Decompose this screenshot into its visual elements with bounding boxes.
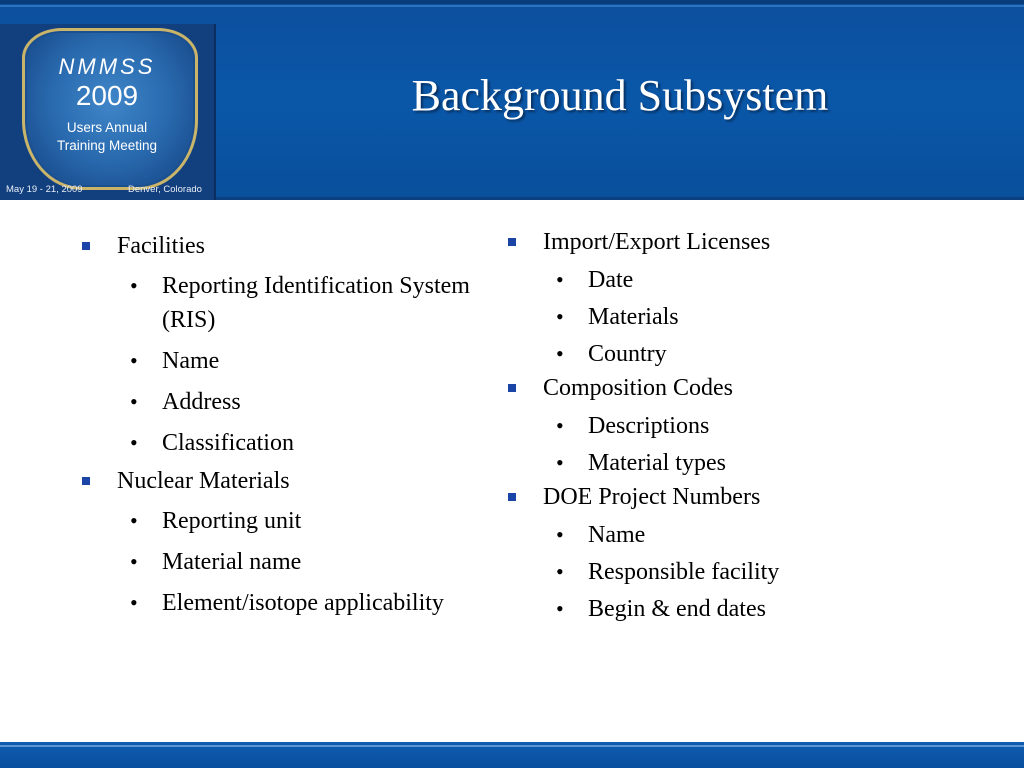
bullet-level-2 (504, 446, 924, 480)
square-bullet-icon (508, 384, 516, 392)
bullet-text: Country (588, 341, 667, 367)
square-bullet-icon (508, 493, 516, 501)
right-section-composition-codes (504, 374, 924, 480)
bullet-text: Element/isotope applicability (162, 590, 444, 616)
right-bullet-column (504, 228, 924, 629)
bullet-text: Name (162, 348, 220, 374)
bullet-level-2 (504, 300, 924, 334)
bullet-heading: Nuclear Materials (117, 468, 290, 494)
bullet-text: Material name (162, 549, 302, 575)
square-bullet-icon (82, 242, 90, 250)
bullet-level-2 (504, 337, 924, 371)
bullet-level-2 (504, 263, 924, 297)
dot-bullet-icon: • (556, 559, 564, 584)
bullet-level-2 (78, 269, 478, 337)
dot-bullet-icon: • (556, 522, 564, 547)
square-bullet-icon (82, 477, 90, 485)
bullet-level-2 (78, 545, 478, 579)
bullet-level-2 (78, 426, 478, 460)
dot-bullet-icon: • (556, 596, 564, 621)
bullet-text: Name (588, 522, 646, 548)
bullet-level-2 (504, 518, 924, 552)
right-section-import-export (504, 228, 924, 371)
dot-bullet-icon: • (130, 348, 138, 373)
left-section-facilities (78, 232, 478, 460)
bullet-text: Descriptions (588, 413, 710, 439)
bullet-text: Materials (588, 304, 679, 330)
bullet-level-2 (504, 592, 924, 626)
bullet-text: Reporting unit (162, 508, 302, 534)
logo-line-2: Training Meeting (56, 138, 158, 153)
bullet-text: Classification (162, 430, 294, 456)
dot-bullet-icon: • (130, 430, 138, 455)
bullet-heading: DOE Project Numbers (543, 484, 761, 510)
bullet-text: Reporting Identification System (RIS) (162, 273, 470, 333)
header-band (0, 0, 1024, 200)
bullet-level-2 (78, 504, 478, 538)
bullet-heading: Import/Export Licenses (543, 229, 771, 255)
logo-year: 2009 (75, 80, 139, 111)
bullet-level-1 (504, 483, 924, 512)
dot-bullet-icon: • (130, 273, 138, 298)
header-top-rule (0, 0, 1024, 4)
bullet-level-2 (504, 555, 924, 589)
bullet-text: Responsible facility (588, 559, 780, 585)
bullet-level-2 (78, 344, 478, 378)
footer-band (0, 742, 1024, 768)
dot-bullet-icon: • (130, 590, 138, 615)
bullet-heading: Facilities (117, 233, 205, 259)
footer-highlight-rule (0, 745, 1024, 747)
right-section-doe-project-numbers (504, 483, 924, 626)
bullet-text: Material types (588, 450, 726, 476)
slide-title: Background Subsystem (411, 71, 829, 120)
dot-bullet-icon: • (130, 549, 138, 574)
left-bullet-column (78, 228, 478, 627)
logo-place: Denver, Colorado (128, 184, 202, 195)
bullet-text: Address (162, 389, 241, 415)
bullet-text: Date (588, 267, 634, 293)
bullet-level-1 (78, 232, 478, 261)
dot-bullet-icon: • (556, 267, 564, 292)
bullet-level-2 (504, 409, 924, 443)
bullet-level-2 (78, 586, 478, 620)
logo-acronym: NMMSS (58, 54, 156, 79)
bullet-level-1 (504, 374, 924, 403)
bullet-heading: Composition Codes (543, 375, 734, 401)
bullet-level-1 (78, 467, 478, 496)
nmmss-logo (0, 24, 216, 200)
dot-bullet-icon: • (556, 413, 564, 438)
dot-bullet-icon: • (556, 450, 564, 475)
logo-line-1: Users Annual (66, 120, 148, 135)
dot-bullet-icon: • (556, 341, 564, 366)
square-bullet-icon (508, 238, 516, 246)
header-top-rule-highlight (0, 5, 1024, 7)
dot-bullet-icon: • (130, 508, 138, 533)
bullet-text: Begin & end dates (588, 596, 766, 622)
bullet-level-2 (78, 385, 478, 419)
bullet-level-1 (504, 228, 924, 257)
dot-bullet-icon: • (556, 304, 564, 329)
left-section-nuclear-materials (78, 467, 478, 620)
dot-bullet-icon: • (130, 389, 138, 414)
logo-dates: May 19 - 21, 2009 (6, 184, 83, 195)
